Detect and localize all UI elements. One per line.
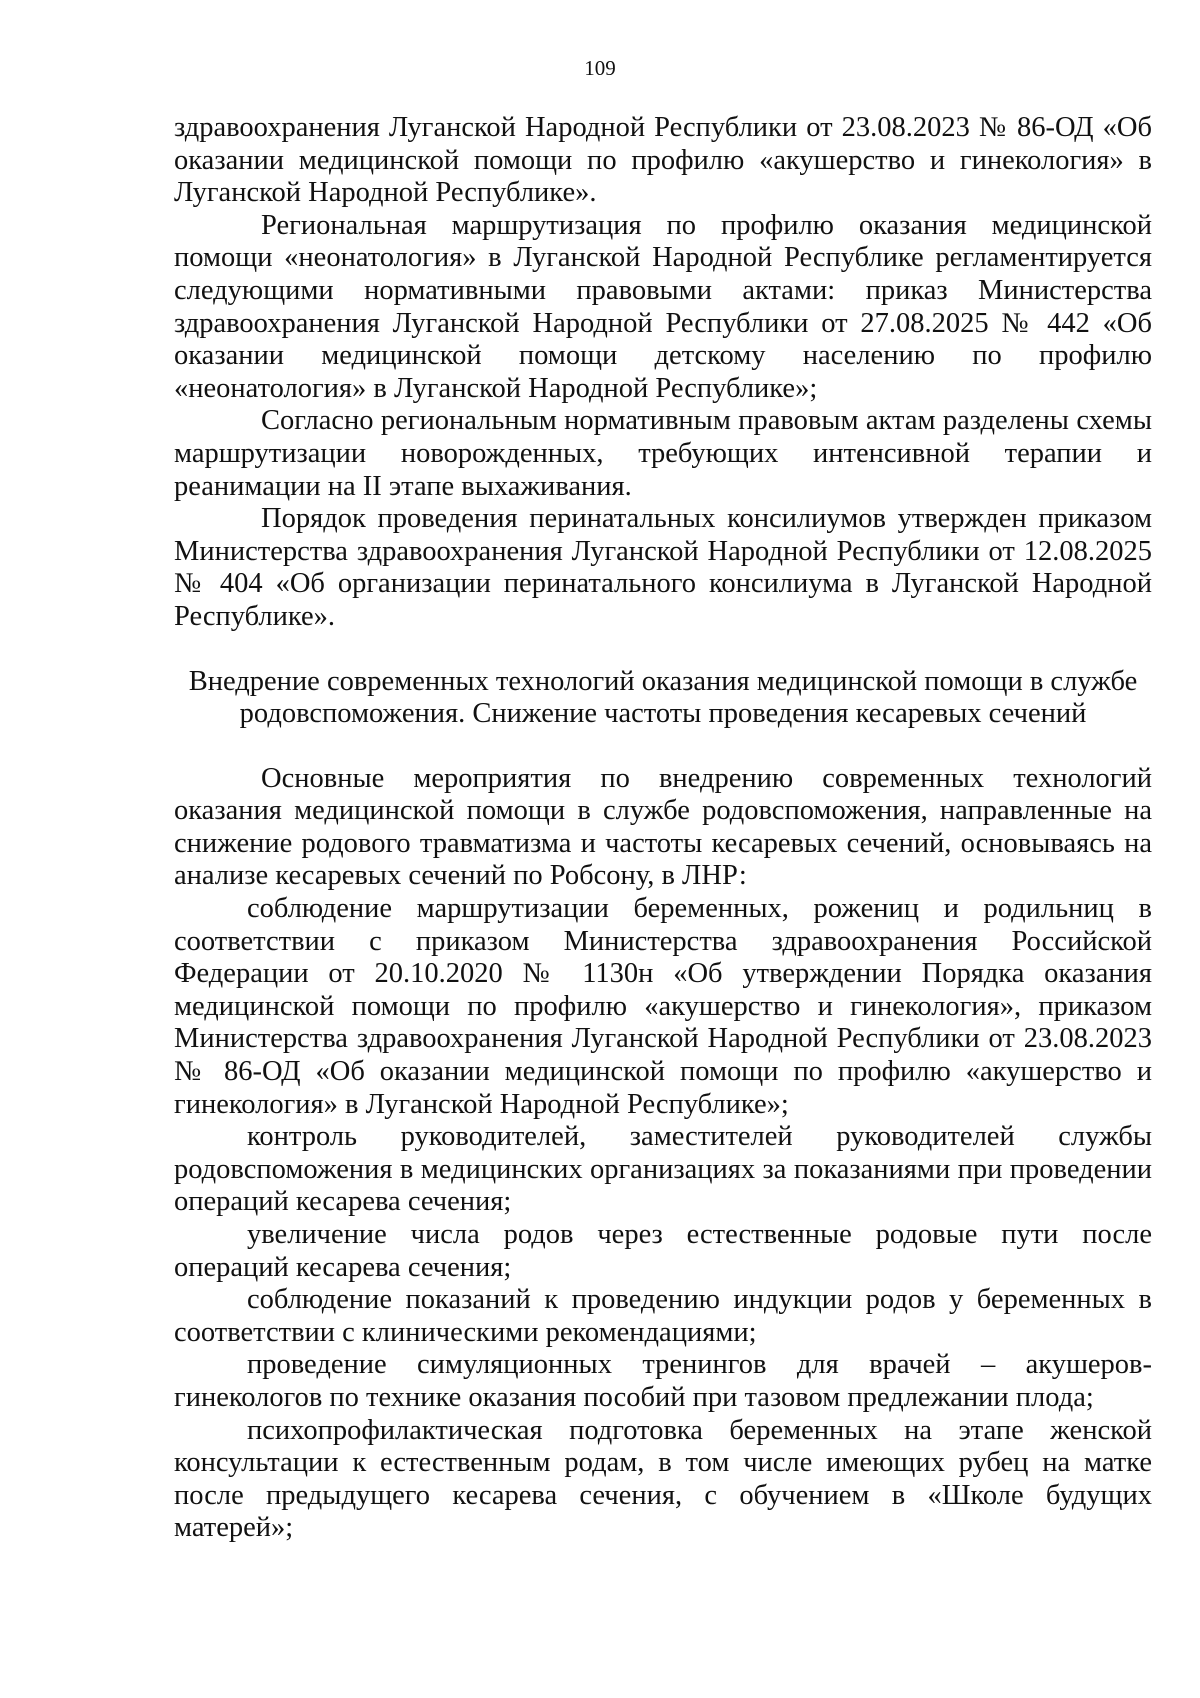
- list-item: соблюдение маршрутизации беременных, рожениц и родильниц в соответствии с приказом Министерства здравоохранения Российской Федерации от 20.10.2020 № 1130н «Об утверждении Порядка оказания медицинской помощи по профилю «акушерство и гинекология», приказом Министерства здравоохранения Луганской Народной Республики от 23.08.2023 № 86-ОД «Об оказании медицинской помощи по профилю «акушерство и гинекология» в Луганской Народной Республике»;: [174, 893, 1152, 1120]
- page-number: 109: [584, 56, 616, 80]
- list-item: увеличение числа родов через естественные родовые пути после операций кесарева сечения;: [174, 1219, 1152, 1283]
- list-item: психопрофилактическая подготовка беременных на этапе женской консультации к естественным родам, в том числе имеющих рубец на матке после предыдущего кесарева сечения, с обучением в «Школе будущих матерей»;: [174, 1414, 1152, 1544]
- paragraph: здравоохранения Луганской Народной Республики от 23.08.2023 № 86-ОД «Об оказании медицинской помощи по профилю «акушерство и гинекология» в Луганской Народной Республике».: [174, 112, 1152, 209]
- list-item: контроль руководителей, заместителей руководителей службы родовспоможения в медицинских организациях за показаниями при проведении операций кесарева сечения;: [174, 1121, 1152, 1218]
- paragraph: Порядок проведения перинатальных консилиумов утвержден приказом Министерства здравоохранения Луганской Народной Республики от 12.08.2025 № 404 «Об организации перинатального консилиума в Луганской Народной Республике».: [174, 503, 1152, 632]
- paragraph: Региональная маршрутизация по профилю оказания медицинской помощи «неонатология» в Луганской Народной Республике регламентируется следующими нормативными правовыми актами: приказ Министерства здравоохранения Луганской Народной Республики от 27.08.2025 № 442 «Об оказании медицинской помощи детскому населению по профилю «неонатология» в Луганской Народной Республике»;: [174, 209, 1152, 404]
- document-body: [174, 112, 1152, 1545]
- list-item: проведение симуляционных тренингов для врачей – акушеров-гинекологов по технике оказания пособий при тазовом предлежании плода;: [174, 1349, 1152, 1413]
- paragraph: Согласно региональным нормативным правовым актам разделены схемы маршрутизации новорожденных, требующих интенсивной терапии и реанимации на II этапе выхаживания.: [174, 405, 1152, 502]
- list-item: соблюдение показаний к проведению индукции родов у беременных в соответствии с клиническими рекомендациями;: [174, 1284, 1152, 1348]
- section-intro: Основные мероприятия по внедрению современных технологий оказания медицинской помощи в службе родовспоможения, направленные на снижение родового травматизма и частоты кесаревых сечений, основываясь на анализе кесаревых сечений по Робсону, в ЛНР:: [174, 762, 1152, 892]
- section-heading: Внедрение современных технологий оказания медицинской помощи в службе родовспоможения. Снижение частоты проведения кесаревых сечений: [188, 665, 1138, 730]
